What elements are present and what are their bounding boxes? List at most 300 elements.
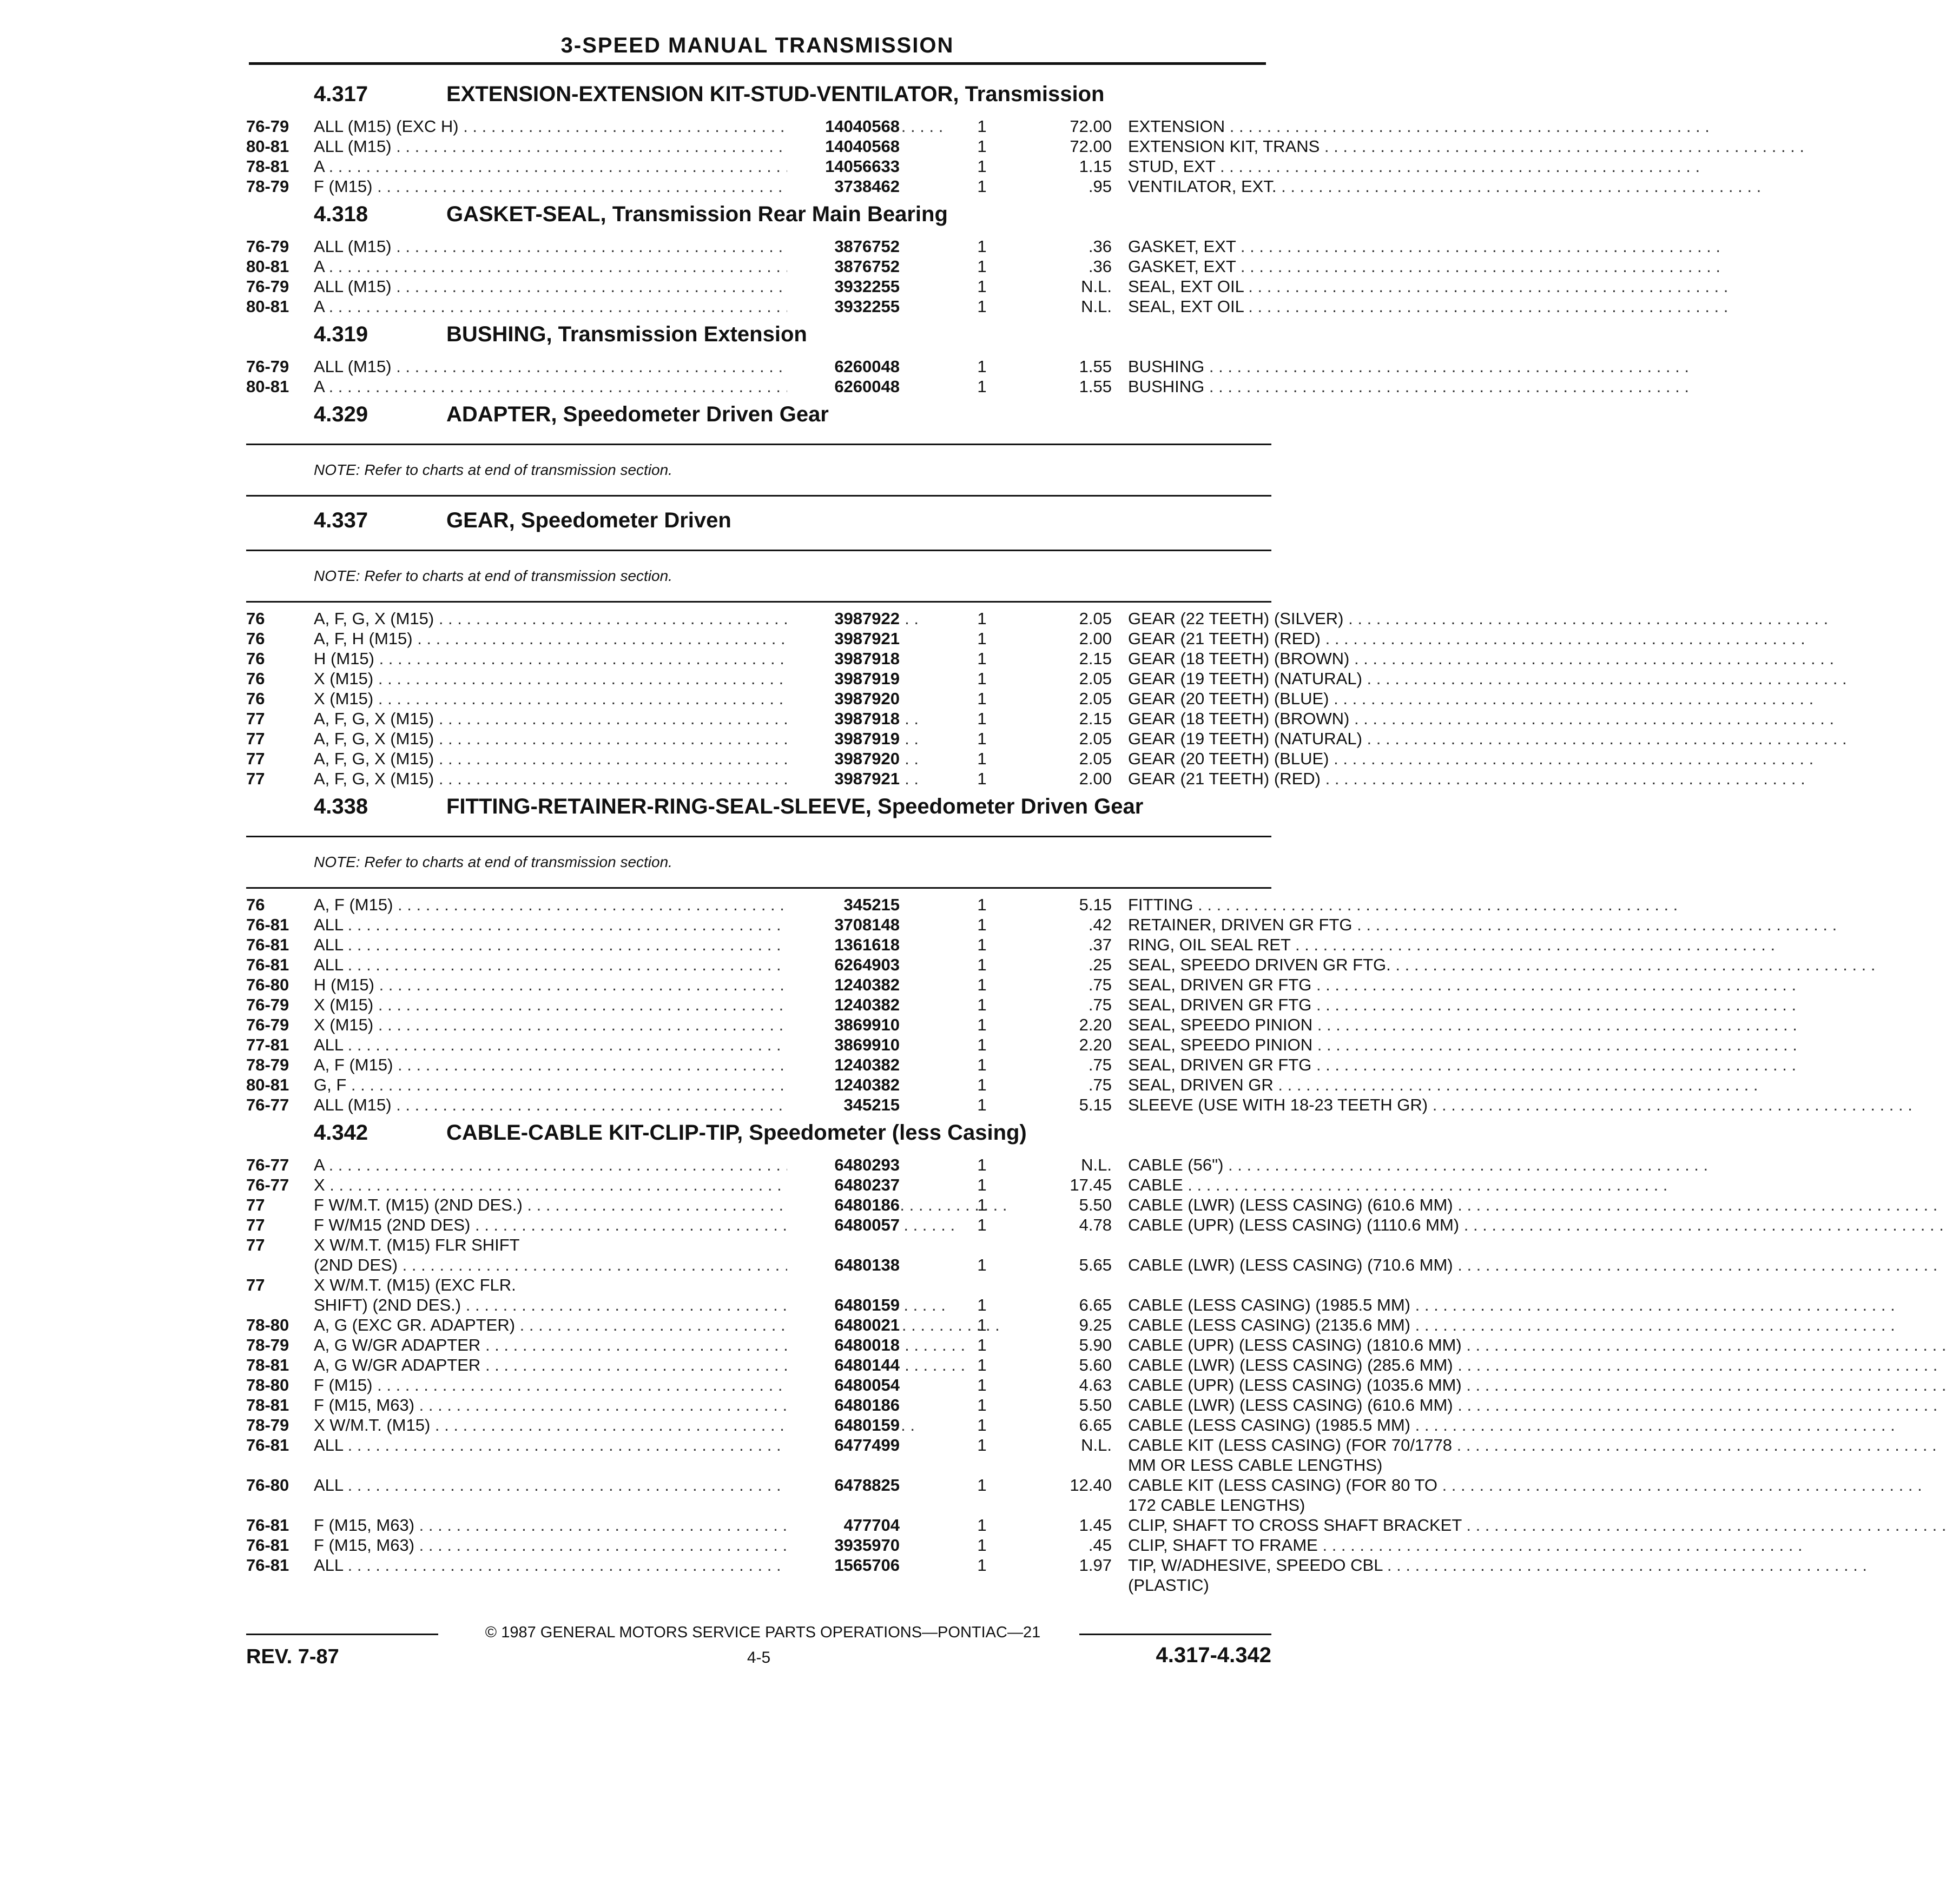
part-number: 1240382	[787, 1055, 900, 1075]
model-years: 76-81	[246, 1436, 289, 1455]
section-title: BUSHING, Transmission Extension	[446, 322, 807, 346]
catalog-section	[246, 196, 1271, 316]
application: A, G W/GR ADAPTER . . .	[314, 1336, 849, 1355]
catalog-section	[246, 76, 1320, 196]
part-number: 6260048	[787, 357, 900, 376]
quantity: 1	[977, 1195, 987, 1214]
section-number: 4.318	[314, 202, 368, 226]
application: A, F (M15) . . .	[314, 1055, 849, 1075]
part-description: GASKET, EXT . . .	[1128, 237, 1512, 256]
part-description: CABLE (UPR) (LESS CASING) (1810.6 MM) . . .	[1128, 1336, 1512, 1355]
quantity: 1	[977, 1175, 987, 1194]
part-number: 3932255	[787, 297, 900, 316]
part-row	[246, 156, 1271, 176]
price: .42	[1088, 915, 1112, 934]
part-row	[246, 236, 1271, 256]
catalog-section	[246, 396, 1271, 497]
quantity: 1	[977, 975, 987, 994]
part-number: 345215	[787, 1095, 900, 1115]
application: F W/M15 (2ND DES) . . .	[314, 1215, 849, 1235]
part-description: BUSHING . . .	[1128, 357, 1512, 376]
quantity: 1	[977, 1055, 987, 1074]
model-years: 76-81	[246, 935, 289, 954]
part-number: 6480054	[787, 1376, 900, 1395]
model-years: 80-81	[246, 377, 289, 396]
application: X W/M.T. (M15) FLR SHIFT	[314, 1235, 520, 1254]
part-row	[246, 994, 1312, 1014]
price: 2.05	[1079, 749, 1112, 768]
quantity: 1	[977, 1155, 987, 1174]
price: 2.05	[1079, 689, 1112, 708]
part-row	[246, 1154, 1271, 1174]
price: 2.05	[1079, 669, 1112, 688]
part-description: CABLE . . .	[1128, 1175, 1512, 1195]
section-number: 4.342	[314, 1121, 368, 1145]
part-number: 6477499	[787, 1436, 900, 1455]
price: 17.45	[1070, 1175, 1112, 1194]
price: .75	[1088, 1055, 1112, 1074]
model-years: 76-80	[246, 975, 289, 994]
part-row	[246, 116, 1271, 136]
part-number: 477704	[787, 1516, 900, 1535]
application: A, F, G, X (M15) . . .	[314, 709, 849, 729]
part-description: SLEEVE (USE WITH 18-23 TEETH GR) . . .	[1128, 1095, 1512, 1115]
part-number: 1240382	[787, 1075, 900, 1095]
model-years: 78-81	[246, 157, 289, 176]
price: .45	[1088, 1536, 1112, 1555]
part-description: STUD, EXT . . .	[1128, 157, 1512, 176]
section-heading	[246, 1114, 1271, 1154]
quantity: 1	[977, 1295, 987, 1314]
application: X . . .	[314, 1175, 849, 1195]
application: F (M15, M63) . . .	[314, 1396, 849, 1415]
part-number: 1240382	[787, 995, 900, 1015]
price: 72.00	[1070, 137, 1112, 156]
model-years: 76-79	[246, 995, 289, 1014]
model-years: 76-77	[246, 1175, 289, 1194]
part-row	[246, 1495, 1305, 1515]
section-number: 4.338	[314, 795, 368, 818]
quantity: 1	[977, 1035, 987, 1054]
quantity: 1	[977, 377, 987, 396]
price: 5.60	[1079, 1356, 1112, 1374]
application: ALL (M15) . . .	[314, 1095, 849, 1115]
price: .36	[1088, 257, 1112, 276]
part-row	[246, 914, 1353, 934]
quantity: 1	[977, 357, 987, 376]
part-row	[246, 1314, 1410, 1334]
quantity: 1	[977, 237, 987, 256]
application: X (M15) . . .	[314, 669, 849, 689]
part-description: CABLE KIT (LESS CASING) (FOR 70/1778 . . .	[1128, 1436, 1512, 1455]
part-row	[246, 1455, 1383, 1475]
part-description: CABLE (LESS CASING) (1985.5 MM) . . .	[1128, 1416, 1512, 1435]
part-row	[246, 608, 1344, 628]
part-number: 1565706	[787, 1556, 900, 1575]
model-years: 78-81	[246, 1356, 289, 1374]
part-number: 3987920	[787, 749, 900, 769]
price: 6.65	[1079, 1295, 1112, 1314]
quantity: 1	[977, 1336, 987, 1354]
part-row	[246, 1294, 1410, 1314]
model-years: 76	[246, 895, 265, 914]
model-years: 78-80	[246, 1376, 289, 1394]
part-number: 6480186	[787, 1396, 900, 1415]
application: A, F, G, X (M15) . . .	[314, 609, 849, 629]
part-number: 3869910	[787, 1015, 900, 1035]
revision-label: REV. 7-87	[246, 1645, 339, 1668]
catalog-section	[246, 316, 1271, 396]
page-header	[249, 22, 1266, 65]
model-years: 78-79	[246, 1055, 289, 1074]
quantity: 1	[977, 1416, 987, 1434]
part-number: 6480237	[787, 1175, 900, 1195]
part-row	[246, 1174, 1271, 1194]
application: A, G (EXC GR. ADAPTER) . . .	[314, 1315, 849, 1335]
model-years: 77	[246, 709, 265, 728]
quantity: 1	[977, 609, 987, 628]
part-description: GEAR (18 TEETH) (BROWN) . . .	[1128, 649, 1512, 669]
part-row	[246, 768, 1321, 788]
quantity: 1	[977, 669, 987, 688]
application: F (M15, M63) . . .	[314, 1536, 849, 1555]
part-row	[246, 1034, 1313, 1054]
application: A, F, H (M15) . . .	[314, 629, 849, 649]
part-row	[246, 1394, 1453, 1414]
model-years: 76-81	[246, 1536, 289, 1555]
part-row	[246, 356, 1271, 376]
price: 5.50	[1079, 1195, 1112, 1214]
part-number: 3987919	[787, 669, 900, 689]
part-description: GEAR (20 TEETH) (BLUE) . . .	[1128, 749, 1512, 769]
section-title: FITTING-RETAINER-RING-SEAL-SLEEVE, Speedometer Driven Gear	[446, 795, 1144, 818]
price: 2.00	[1079, 629, 1112, 648]
model-years: 80-81	[246, 1075, 289, 1094]
part-description: RETAINER, DRIVEN GR FTG . . .	[1128, 915, 1512, 935]
page-footer	[246, 1617, 1271, 1682]
section-heading	[246, 502, 1271, 542]
application: SHIFT) (2ND DES.) . . .	[314, 1295, 849, 1315]
application: A . . .	[314, 1155, 849, 1175]
part-number: 3987921	[787, 629, 900, 649]
part-number: 3987918	[787, 709, 900, 729]
quantity: 1	[977, 769, 987, 788]
catalog-section	[246, 502, 1362, 788]
part-number: 6480186	[787, 1195, 900, 1215]
part-number: 6480144	[787, 1356, 900, 1375]
part-description: GEAR (22 TEETH) (SILVER) . . .	[1128, 609, 1512, 629]
application: ALL . . .	[314, 915, 849, 935]
part-row	[246, 1054, 1312, 1074]
application: ALL . . .	[314, 935, 849, 955]
model-years: 77	[246, 729, 265, 748]
part-row	[246, 1014, 1313, 1034]
application: (2ND DES) . . .	[314, 1255, 849, 1275]
application: X W/M.T. (M15) . . .	[314, 1416, 849, 1435]
part-number: 6480159	[787, 1295, 900, 1315]
application: A, F, G, X (M15) . . .	[314, 729, 849, 749]
part-description: CABLE KIT (LESS CASING) (FOR 80 TO . . .	[1128, 1476, 1512, 1495]
price: 2.05	[1079, 729, 1112, 748]
section-number: 4.329	[314, 402, 368, 426]
model-years: 78-79	[246, 177, 289, 196]
quantity: 1	[977, 137, 987, 156]
part-number: 3708148	[787, 915, 900, 935]
model-years: 78-79	[246, 1416, 289, 1434]
part-number: 3987922	[787, 609, 900, 629]
quantity: 1	[977, 297, 987, 316]
part-description: CABLE (UPR) (LESS CASING) (1035.6 MM) . . .	[1128, 1376, 1512, 1395]
part-description: SEAL, DRIVEN GR FTG . . .	[1128, 1055, 1512, 1075]
part-row	[246, 954, 1391, 974]
application: A, F, G, X (M15) . . .	[314, 769, 849, 789]
part-row	[246, 894, 1271, 914]
part-number: 6478825	[787, 1476, 900, 1495]
part-description: VENTILATOR, EXT. . . .	[1128, 177, 1512, 196]
section-title: GASKET-SEAL, Transmission Rear Main Bearing	[446, 202, 948, 226]
part-description: CABLE (LWR) (LESS CASING) (610.6 MM) . . .	[1128, 1396, 1512, 1415]
page-title: 3-SPEED MANUAL TRANSMISSION	[560, 34, 954, 57]
price: 2.15	[1079, 709, 1112, 728]
part-row	[246, 1535, 1318, 1555]
part-number: 3876752	[787, 257, 900, 276]
model-years: 76-80	[246, 1476, 289, 1495]
section-heading	[246, 396, 1271, 436]
price: 1.55	[1079, 357, 1112, 376]
part-number: 3987921	[787, 769, 900, 789]
model-years: 77	[246, 1215, 265, 1234]
model-years: 76-77	[246, 1155, 289, 1174]
section-note: NOTE: Refer to charts at end of transmission section.	[314, 567, 672, 584]
quantity: 1	[977, 1436, 987, 1455]
application: ALL . . .	[314, 1476, 849, 1495]
price: .75	[1088, 975, 1112, 994]
model-years: 77	[246, 769, 265, 788]
price: 1.45	[1079, 1516, 1112, 1535]
part-description: CABLE (LWR) (LESS CASING) (610.6 MM) . . .	[1128, 1195, 1512, 1215]
quantity: 1	[977, 709, 987, 728]
part-description: GEAR (21 TEETH) (RED) . . .	[1128, 629, 1512, 649]
price: .75	[1088, 1075, 1112, 1094]
price: .37	[1088, 935, 1112, 954]
part-description: SEAL, DRIVEN GR FTG . . .	[1128, 995, 1512, 1015]
part-description: CABLE (LWR) (LESS CASING) (285.6 MM) . . .	[1128, 1356, 1512, 1375]
price: 72.00	[1070, 117, 1112, 136]
model-years: 77	[246, 749, 265, 768]
part-number: 6480018	[787, 1336, 900, 1355]
price: 2.20	[1079, 1035, 1112, 1054]
part-description: BUSHING . . .	[1128, 377, 1512, 396]
model-years: 80-81	[246, 297, 289, 316]
part-number: 3935970	[787, 1536, 900, 1555]
model-years: 76-79	[246, 117, 289, 136]
quantity: 1	[977, 1476, 987, 1495]
price: 4.63	[1079, 1376, 1112, 1394]
price: 5.15	[1079, 895, 1112, 914]
model-years: 76-81	[246, 915, 289, 934]
quantity: 1	[977, 915, 987, 934]
price: 1.15	[1079, 157, 1112, 176]
part-description: SEAL, DRIVEN GR FTG . . .	[1128, 975, 1512, 995]
part-description: (PLASTIC)	[1128, 1576, 1209, 1595]
quantity: 1	[977, 1215, 987, 1234]
part-description: MM OR LESS CABLE LENGTHS)	[1128, 1456, 1383, 1475]
part-row	[246, 1334, 1462, 1354]
section-note: NOTE: Refer to charts at end of transmission section.	[314, 461, 672, 478]
price: 5.15	[1079, 1095, 1112, 1114]
part-row	[246, 1575, 1271, 1595]
model-years: 80-81	[246, 257, 289, 276]
part-description: EXTENSION KIT, TRANS . . .	[1128, 137, 1512, 156]
section-note-box	[246, 444, 1271, 497]
part-number: 6260048	[787, 377, 900, 396]
quantity: 1	[977, 1516, 987, 1535]
application: ALL (M15) . . .	[314, 357, 849, 376]
price: 4.78	[1079, 1215, 1112, 1234]
part-description: GEAR (19 TEETH) (NATURAL) . . .	[1128, 729, 1512, 749]
part-description: SEAL, SPEEDO PINION . . .	[1128, 1035, 1512, 1055]
part-description: CLIP, SHAFT TO CROSS SHAFT BRACKET . . .	[1128, 1516, 1512, 1535]
quantity: 1	[977, 749, 987, 768]
part-row	[246, 748, 1329, 768]
price: 9.25	[1079, 1315, 1112, 1334]
quantity: 1	[977, 277, 987, 296]
model-years: 76	[246, 629, 265, 648]
price: 2.15	[1079, 649, 1112, 668]
part-description: SEAL, EXT OIL . . .	[1128, 297, 1512, 316]
part-description: SEAL, EXT OIL . . .	[1128, 277, 1512, 296]
part-row	[246, 728, 1362, 748]
application: G, F . . .	[314, 1075, 849, 1095]
quantity: 1	[977, 729, 987, 748]
part-number: 3876752	[787, 237, 900, 256]
part-description: CABLE (56") . . .	[1128, 1155, 1512, 1175]
section-note: NOTE: Refer to charts at end of transmission section.	[314, 854, 672, 870]
quantity: 1	[977, 1095, 987, 1114]
quantity: 1	[977, 1015, 987, 1034]
application: A . . .	[314, 157, 849, 176]
part-row	[246, 708, 1350, 728]
application: H (M15) . . .	[314, 649, 849, 669]
part-description: CABLE (UPR) (LESS CASING) (1110.6 MM) . . .	[1128, 1215, 1512, 1235]
section-heading	[246, 76, 1271, 116]
quantity: 1	[977, 257, 987, 276]
model-years: 77	[246, 1195, 265, 1214]
application: A . . .	[314, 377, 849, 396]
section-number: 4.317	[314, 82, 368, 106]
quantity: 1	[977, 649, 987, 668]
quantity: 1	[977, 1356, 987, 1374]
application: A, G W/GR ADAPTER . . .	[314, 1356, 849, 1375]
application: X (M15) . . .	[314, 995, 849, 1015]
part-description: GEAR (19 TEETH) (NATURAL) . . .	[1128, 669, 1512, 689]
application: A . . .	[314, 257, 849, 276]
section-heading	[246, 196, 1271, 236]
model-years: 76-79	[246, 357, 289, 376]
part-row	[246, 628, 1321, 648]
quantity: 1	[977, 1376, 987, 1394]
price: 6.65	[1079, 1416, 1112, 1434]
model-years: 76	[246, 649, 265, 668]
part-number: 1361618	[787, 935, 900, 955]
quantity: 1	[977, 177, 987, 196]
price: N.L.	[1081, 277, 1112, 296]
application: H (M15) . . .	[314, 975, 849, 995]
copyright-notice: © 1987 GENERAL MOTORS SERVICE PARTS OPERATIONS—PONTIAC—21	[485, 1624, 1041, 1641]
part-number: 6480138	[787, 1255, 900, 1275]
part-description: CLIP, SHAFT TO FRAME . . .	[1128, 1536, 1512, 1555]
part-row	[246, 1074, 1274, 1094]
application: ALL (M15) . . .	[314, 237, 849, 256]
part-row	[246, 1234, 1271, 1254]
part-row	[246, 176, 1277, 196]
model-years: 77-81	[246, 1035, 289, 1054]
part-description: RING, OIL SEAL RET . . .	[1128, 935, 1512, 955]
part-row	[246, 1214, 1460, 1234]
application: ALL . . .	[314, 1556, 849, 1575]
application: ALL (M15) . . .	[314, 277, 849, 296]
model-years: 77	[246, 1275, 265, 1294]
part-description: SEAL, DRIVEN GR . . .	[1128, 1075, 1512, 1095]
part-row	[246, 296, 1271, 316]
part-number: 3738462	[787, 177, 900, 196]
part-number: 6264903	[787, 955, 900, 975]
price: 2.05	[1079, 609, 1112, 628]
price: .95	[1088, 177, 1112, 196]
part-row	[246, 1254, 1453, 1274]
part-row	[246, 256, 1271, 276]
part-description: 172 CABLE LENGTHS)	[1128, 1496, 1305, 1515]
quantity: 1	[977, 955, 987, 974]
part-description: GASKET, EXT . . .	[1128, 257, 1512, 276]
part-row	[246, 648, 1350, 668]
section-title: GEAR, Speedometer Driven	[446, 508, 731, 532]
model-years: 76-79	[246, 237, 289, 256]
model-years: 78-79	[246, 1336, 289, 1354]
part-row	[246, 1475, 1437, 1495]
price: 2.00	[1079, 769, 1112, 788]
catalog-section	[246, 788, 1428, 1114]
section-number: 4.319	[314, 322, 368, 346]
application: X (M15) . . .	[314, 689, 849, 709]
application: ALL . . .	[314, 1035, 849, 1055]
application: ALL . . .	[314, 1436, 849, 1455]
model-years: 77	[246, 1235, 265, 1254]
part-description: GEAR (20 TEETH) (BLUE) . . .	[1128, 689, 1512, 709]
part-number: 6480159	[787, 1416, 900, 1435]
model-years: 76-77	[246, 1095, 289, 1114]
part-row	[246, 136, 1320, 156]
section-note-box	[246, 550, 1271, 603]
price: N.L.	[1081, 1155, 1112, 1174]
page-number: 4-5	[747, 1649, 771, 1667]
application: ALL (M15) (EXC H) . . .	[314, 117, 849, 136]
part-row	[246, 1354, 1453, 1374]
part-number: 6480293	[787, 1155, 900, 1175]
quantity: 1	[977, 689, 987, 708]
quantity: 1	[977, 1556, 987, 1575]
quantity: 1	[977, 1396, 987, 1414]
model-years: 76-81	[246, 955, 289, 974]
model-years: 80-81	[246, 137, 289, 156]
part-number: 6480021	[787, 1315, 900, 1335]
price: 5.90	[1079, 1336, 1112, 1354]
model-years: 76	[246, 609, 265, 628]
part-number: 345215	[787, 895, 900, 915]
part-description: GEAR (21 TEETH) (RED) . . .	[1128, 769, 1512, 789]
part-description: FITTING . . .	[1128, 895, 1512, 915]
part-number: 14040568	[787, 137, 900, 156]
